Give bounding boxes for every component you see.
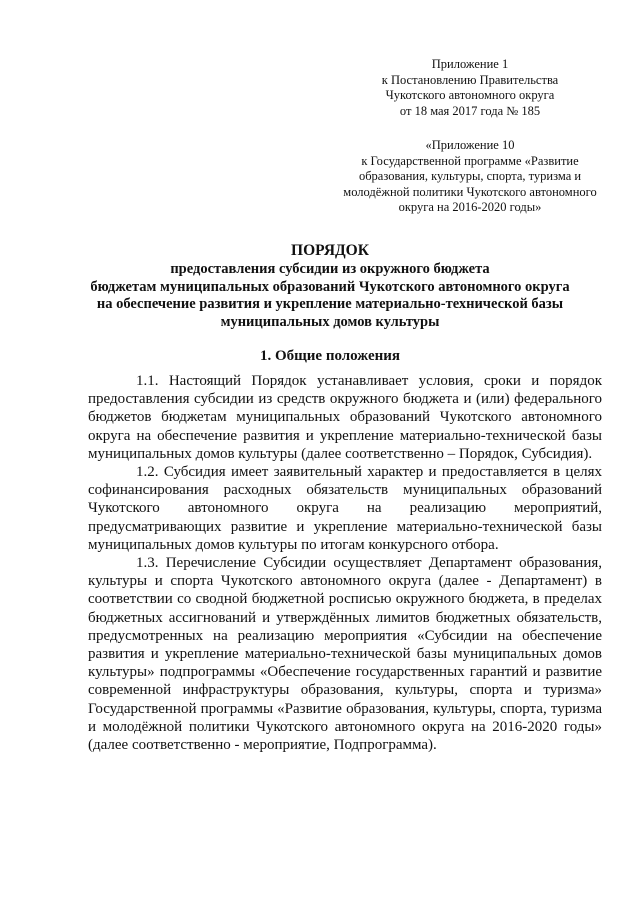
section-body bbox=[88, 372, 602, 754]
document-subtitle-line: на обеспечение развития и укрепление материально-технической базы bbox=[96, 296, 564, 312]
attachment-1-block bbox=[340, 57, 600, 119]
section-title: 1. Общие положения bbox=[259, 348, 401, 364]
attachment-10-line: к Государственной программе «Развитие bbox=[361, 153, 579, 168]
attachment-10-line: образования, культуры, спорта, туризма и bbox=[358, 169, 582, 183]
document-subtitle-line: предоставления субсидии из окружного бюджета bbox=[170, 261, 490, 277]
attachment-10-line: молодёжной политики Чукотского автономного bbox=[343, 184, 597, 199]
document-subtitle-line: муниципальных домов культуры bbox=[220, 313, 440, 330]
attachment-1-line: Приложение 1 bbox=[431, 57, 509, 71]
paragraph-1-3: 1.3. Перечисление Субсидии осуществляет Департамент образования, культуры и спорта Чукотского автономного округа (далее - Департамент) в соответствии со сводной бюджетной росписью окружного бюджета, в пределах бюджетных ассигнований и утверждённых лимитов бюджетных обязательств, предусмотренных на реализацию мероприятия «Субсидии на обеспечение развития и укрепление материально-технической базы муниципальных домов культуры» подпрограммы «Обеспечение государственных гарантий и развитие современной инфраструктуры образования, культуры, спорта и туризма» Государственной программы «Развитие образования, культуры, спорта, туризма и молодёжной политики Чукотского автономного округа на 2016-2020 годы» (далее соответственно - мероприятие, Подпрограмма). bbox=[88, 555, 602, 754]
attachment-1-line: Чукотского автономного округа bbox=[385, 88, 555, 102]
document-title: ПОРЯДОК bbox=[291, 242, 369, 259]
paragraph-1-1: 1.1. Настоящий Порядок устанавливает условия, сроки и порядок предоставления субсидии из средств окружного бюджета и (или) федерального бюджетов бюджетам муниципальных образований Чукотского автономного округа на обеспечение развития и укрепление материально-технической базы муниципальных домов культуры (далее соответственно – Порядок, Субсидия). bbox=[88, 373, 602, 462]
attachment-10-block bbox=[340, 138, 600, 216]
attachment-10-line: округа на 2016-2020 годы» bbox=[398, 200, 542, 214]
attachment-1-line: к Постановлению Правительства bbox=[381, 72, 559, 87]
document-heading bbox=[80, 242, 580, 331]
attachment-1-line: от 18 мая 2017 года № 185 bbox=[399, 103, 541, 118]
attachment-10-line: «Приложение 10 bbox=[425, 138, 515, 152]
paragraph-1-2: 1.2. Субсидия имеет заявительный характер и предоставляется в целях софинансирования расходных обязательств муниципальных образований Чукотского автономного округа на реализацию мероприятий, предусматривающих развитие и укрепление материально-технической базы муниципальных домов культуры по итогам конкурсного отбора. bbox=[88, 464, 602, 553]
document-subtitle-line: бюджетам муниципальных образований Чукотского автономного округа bbox=[90, 278, 570, 295]
